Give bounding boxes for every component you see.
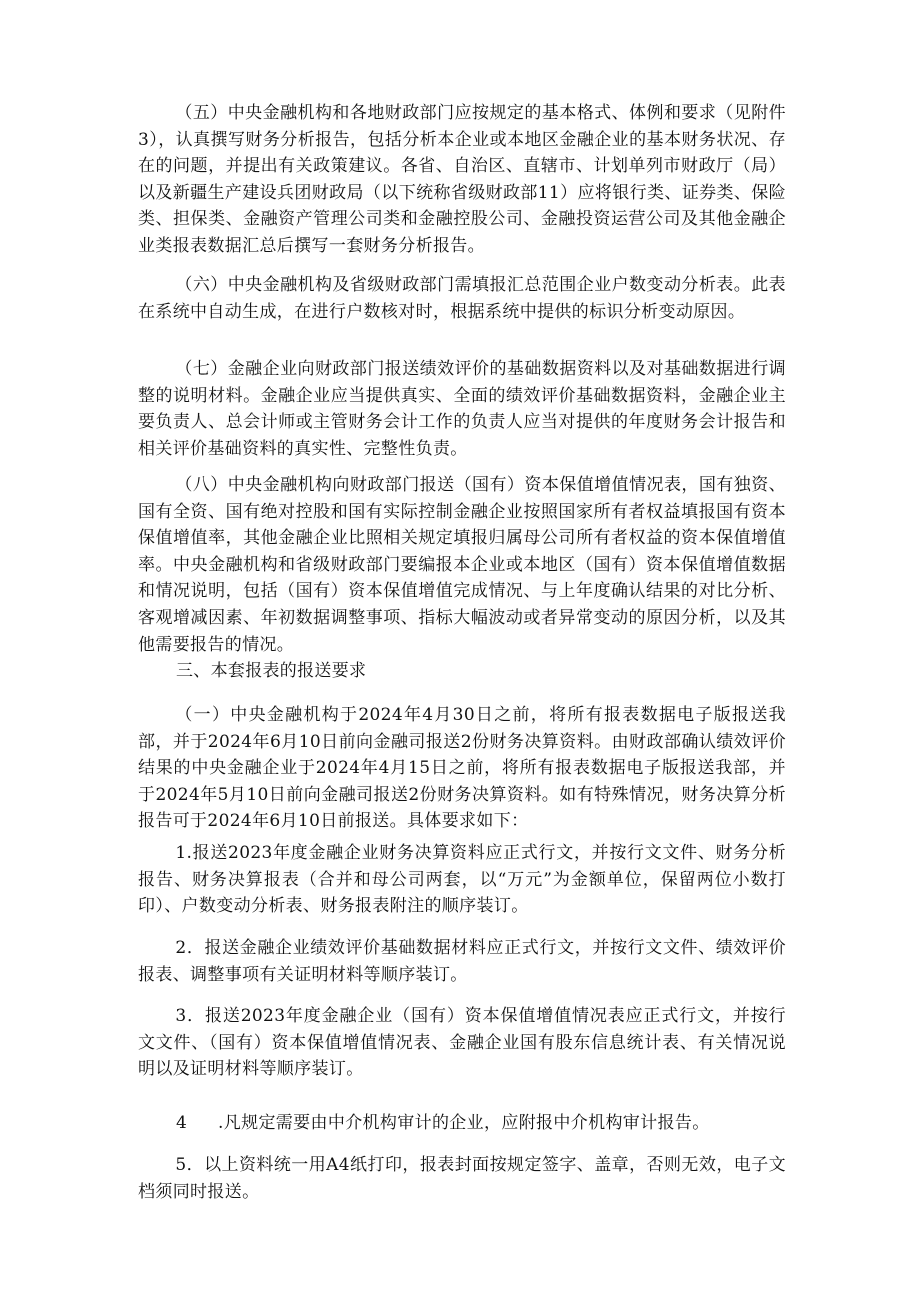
paragraph-8: （八）中央金融机构向财政部门报送（国有）资本保值增值情况表，国有独资、国有全资、国有绝对控股和国有实际控制金融企业按照国家所有者权益填报国有资本保值增值率，其他金融企业比照相关规定填报归属母公司所有者权益的资本保值增值率。中央金融机构和省级财政部门要编报本企业或本地区（国有）资本保值增值数据和情况说明，包括（国有）资本保值增值完成情况、与上年度确认结果的对比分析、客观增减因素、年初数据调整事项、指标大幅波动或者异常变动的原因分析，以及其他需要报告的情况。 [138,475,786,655]
paragraph-7: （七）金融企业向财政部门报送绩效评价的基础数据资料以及对基础数据进行调整的说明材料。金融企业应当提供真实、全面的绩效评价基础数据资料，金融企业主要负责人、总会计师或主管财务会计工作的负责人应当对提供的年度财务会计报告和相关评价基础资料的真实性、完整性负责。 [138,359,786,459]
paragraph-5: （五）中央金融机构和各地财政部门应按规定的基本格式、体例和要求（见附件3），认真撰写财务分析报告，包括分析本企业或本地区金融企业的基本财务状况、存在的问题，并提出有关政策建议。各省、自治区、直辖市、计划单列市财政厅（局）以及新疆生产建设兵团财政局（以下统称省级财政部11）应将银行类、证券类、保险类、担保类、金融资产管理公司类和金融控股公司、金融投资运营公司及其他金融企业类报表数据汇总后撰写一套财务分析报告。 [138,103,786,256]
list-item-3: 3．报送2023年度金融企业（国有）资本保值增值情况表应正式行文，并按行文文件、（国有）资本保值增值情况表、金融企业国有股东信息统计表、有关情况说明以及证明材料等顺序装订。 [138,1006,786,1080]
paragraph-6: （六）中央金融机构及省级财政部门需填报汇总范围企业户数变动分析表。此表在系统中自动生成，在进行户数核对时，根据系统中提供的标识分析变动原因。 [138,275,786,322]
requirement-1: （一）中央金融机构于2024年4月30日之前，将所有报表数据电子版报送我部，并于2024年6月10日前向金融司报送2份财务决算资料。由财政部确认绩效评价结果的中央金融企业于2024年4月15日之前，将所有报表数据电子版报送我部，并于2024年5月10日前向金融司报送2份财务决算资料。如有特殊情况，财务决算分析报告可于2024年6月10日前报送。具体要求如下： [138,705,786,832]
list-item-4-text: .凡规定需要由中介机构审计的企业，应附报中介机构审计报告。 [218,1113,710,1133]
list-item-2: 2．报送金融企业绩效评价基础数据材料应正式行文，并按行文文件、绩效评价报表、调整事项有关证明材料等顺序装订。 [138,938,786,985]
section-heading: 三、本套报表的报送要求 [176,661,367,681]
list-item-5: 5．以上资料统一用A4纸打印，报表封面按规定签字、盖章，否则无效，电子文档须同时报送。 [138,1155,786,1202]
list-item-4 [176,1110,710,1136]
list-item-1: 1.报送2023年度金融企业财务决算资料应正式行文，并按行文文件、财务分析报告、财务决算报表（合并和母公司两套，以“万元”为金额单位，保留两位小数打印）、户数变动分析表、财务报表附注的顺序装订。 [138,843,786,917]
list-item-4-number: 4 [176,1113,188,1133]
